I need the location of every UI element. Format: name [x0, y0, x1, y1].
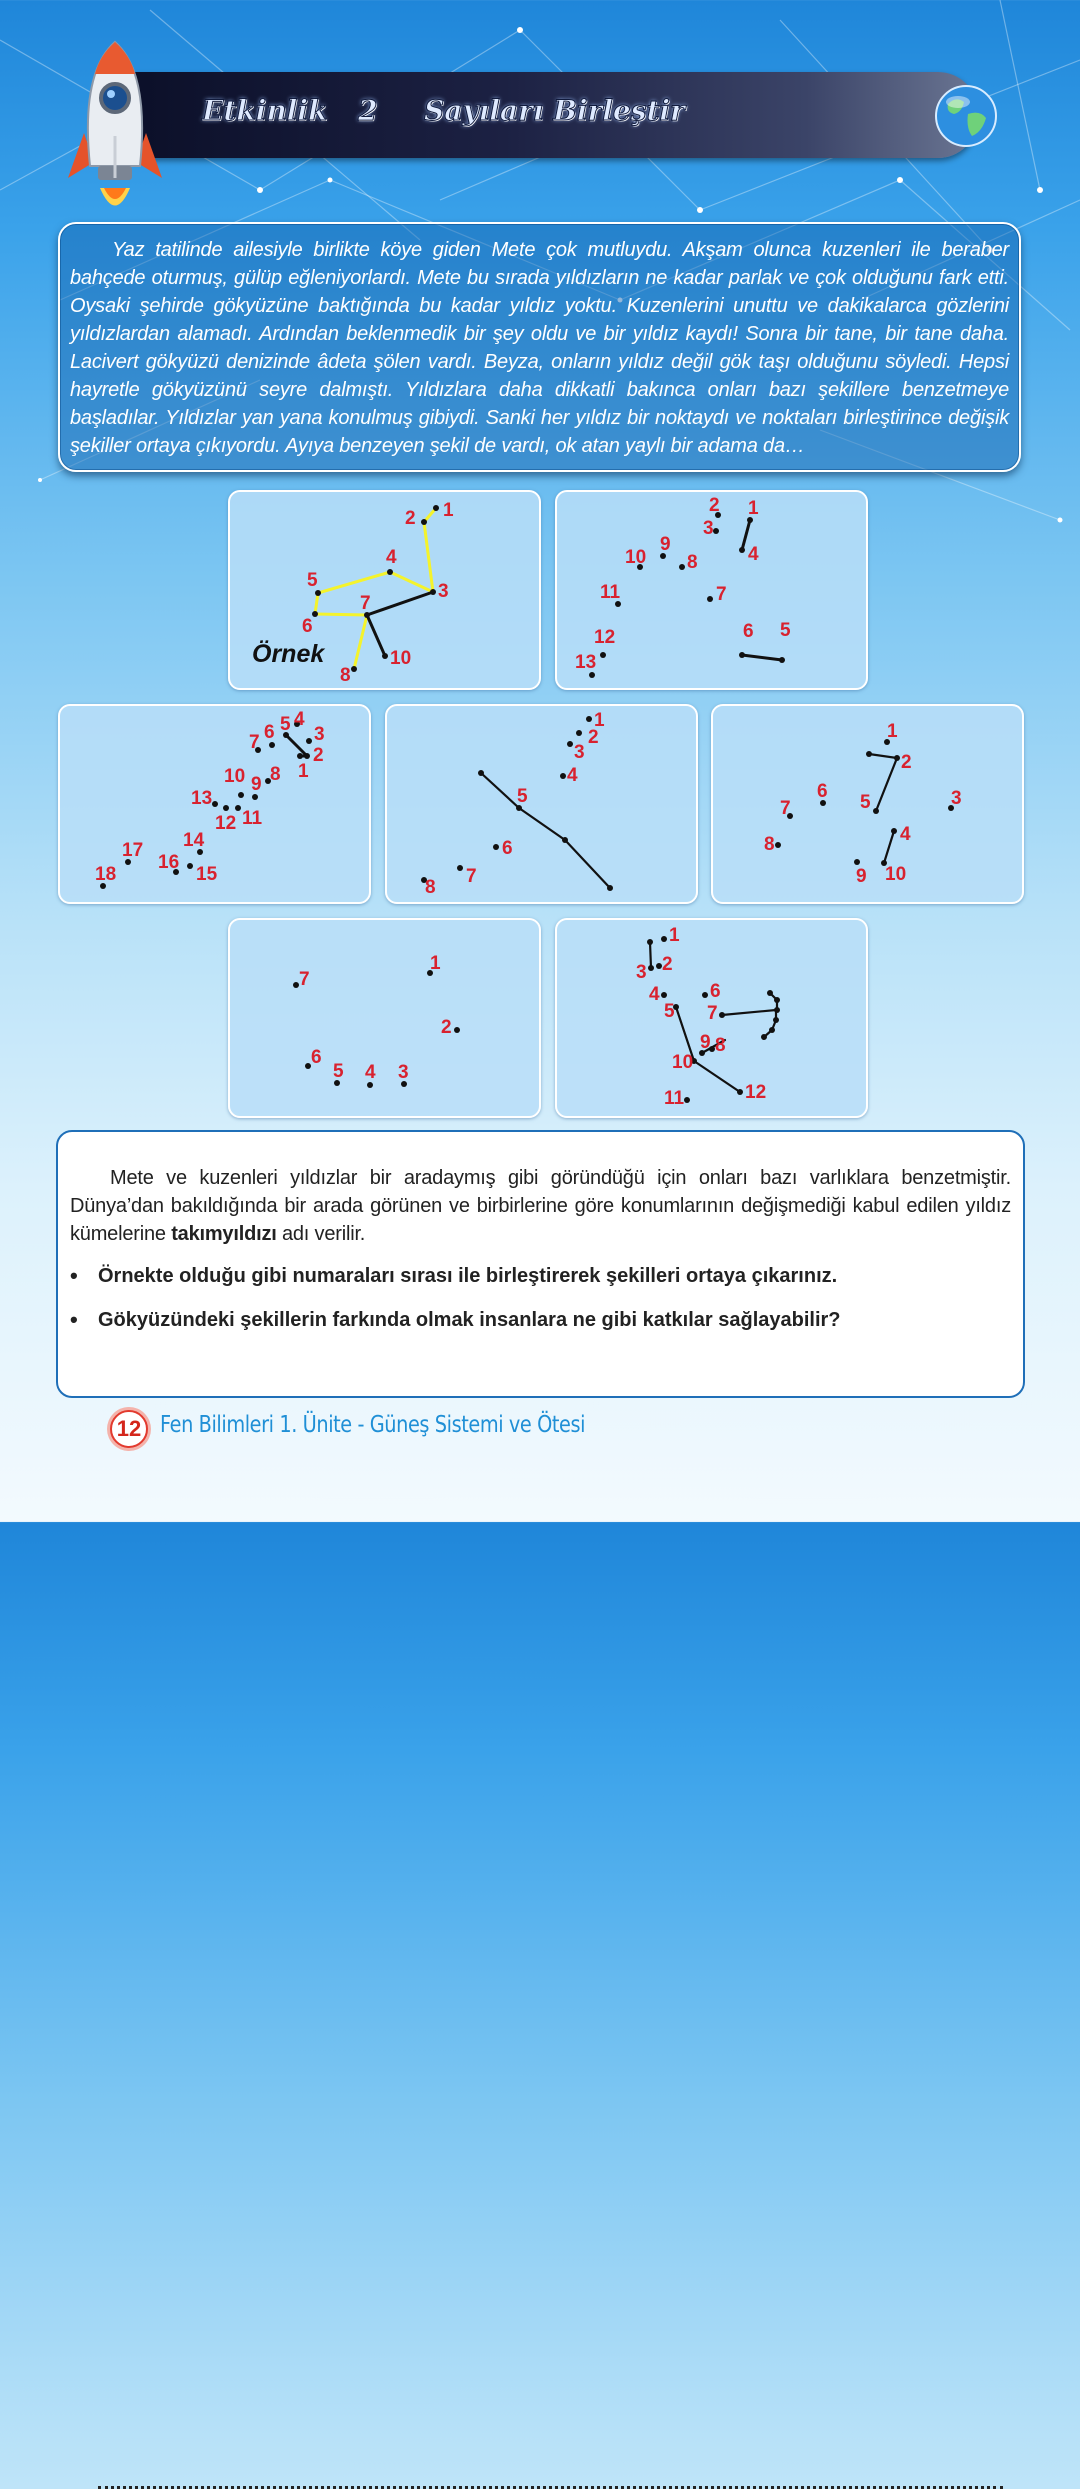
star-number: 8 [715, 1035, 726, 1056]
star-number: 2 [441, 1017, 452, 1038]
panel-7 [555, 918, 868, 1118]
star-number: 2 [313, 745, 324, 766]
question-list [70, 1262, 1011, 1334]
star-dot [454, 1027, 460, 1033]
page-number: 12 [110, 1410, 148, 1448]
star-dot [769, 1027, 775, 1033]
star-number: 7 [780, 798, 791, 819]
star-dot [600, 652, 606, 658]
connector-line [742, 655, 782, 660]
star-number: 6 [502, 838, 513, 859]
star-number: 9 [700, 1032, 711, 1053]
constellation-3 [60, 706, 373, 906]
star-dot [739, 652, 745, 658]
star-number: 7 [249, 732, 260, 753]
star-dot [894, 755, 900, 761]
star-number: 5 [664, 1001, 675, 1022]
constellation-4 [387, 706, 700, 906]
star-dot [430, 589, 436, 595]
star-number: 5 [860, 792, 871, 813]
star-dot [223, 805, 229, 811]
star-dot [586, 716, 592, 722]
example-label: Örnek [252, 640, 325, 668]
star-dot [297, 753, 303, 759]
activity-banner [118, 72, 978, 158]
star-number: 7 [716, 584, 727, 605]
star-number: 3 [574, 742, 585, 763]
star-number: 3 [636, 962, 647, 983]
connector-highlight [315, 593, 318, 614]
connector-highlight [424, 522, 433, 592]
star-number: 8 [270, 764, 281, 785]
star-dot [187, 863, 193, 869]
story-box [58, 222, 1021, 472]
star-number: 11 [242, 808, 263, 829]
star-number: 18 [95, 864, 117, 885]
star-number: 12 [215, 813, 237, 834]
star-number: 4 [748, 544, 759, 565]
star-number: 11 [600, 582, 621, 603]
star-dot [854, 859, 860, 865]
star-dot [382, 653, 388, 659]
connector-line [694, 1061, 740, 1092]
star-dot [421, 519, 427, 525]
star-number: 3 [314, 724, 325, 745]
question-item: • Gökyüzündeki şekillerin farkında olmak insanlara ne gibi katkılar sağlayabilir? [70, 1306, 1011, 1334]
star-number: 15 [196, 864, 218, 885]
question-item: • Örnekte olduğu gibi numaraları sırası ile birleştirerek şekilleri ortaya çıkarınız. [70, 1262, 1011, 1290]
star-dot [647, 939, 653, 945]
star-number: 6 [302, 616, 313, 637]
info-box [56, 1130, 1025, 1398]
star-dot [607, 885, 613, 891]
star-number: 9 [251, 774, 262, 795]
activity-number: 2 [358, 94, 378, 127]
star-number: 7 [360, 593, 371, 614]
star-number: 10 [390, 648, 412, 669]
star-dot [576, 730, 582, 736]
constellation-5 [713, 706, 1026, 906]
star-number: 2 [709, 495, 720, 516]
star-dot [387, 569, 393, 575]
star-dot [719, 1012, 725, 1018]
star-dot [713, 528, 719, 534]
star-number: 2 [588, 727, 599, 748]
panel-4 [385, 704, 698, 904]
panel-6 [228, 918, 541, 1118]
star-number: 7 [299, 969, 310, 990]
info-text-after: adı verilir. [276, 1223, 366, 1245]
star-dot [235, 805, 241, 811]
star-dot [661, 936, 667, 942]
star-number: 16 [158, 852, 180, 873]
star-number: 5 [280, 714, 291, 735]
connector-line [869, 754, 897, 758]
info-paragraph [70, 1164, 1011, 1248]
star-number: 6 [743, 621, 754, 642]
activity-label: Etkinlik [202, 94, 328, 127]
star-number: 4 [649, 984, 660, 1005]
star-dot [866, 751, 872, 757]
star-number: 4 [567, 765, 578, 786]
star-number: 12 [745, 1082, 767, 1103]
star-number: 10 [885, 864, 907, 885]
star-dot [312, 611, 318, 617]
star-number: 5 [333, 1061, 344, 1082]
panel-ornek [228, 490, 541, 690]
star-number: 5 [780, 620, 791, 641]
connector-line [481, 773, 519, 808]
star-dot [648, 965, 654, 971]
connector-line [565, 840, 610, 888]
star-dot [702, 992, 708, 998]
star-dot [306, 738, 312, 744]
star-number: 13 [575, 652, 597, 673]
star-dot [457, 865, 463, 871]
star-number: 14 [183, 830, 205, 851]
connector-line [650, 942, 651, 968]
activity-title: Sayıları Birleştir [424, 94, 685, 127]
info-text-before: Mete ve kuzenleri yıldızlar bir aradaymış gibi göründüğü için onları bazı varlıklara benzetmiştir. Dünya’dan bakıldığında bir arada görünen ve birbirlerine göre konumlarının değişmediği kabul edilen yıldız kümelerine [70, 1167, 1011, 1245]
star-number: 4 [386, 547, 397, 568]
star-number: 1 [298, 761, 309, 782]
star-number: 3 [703, 518, 714, 539]
star-dot [661, 992, 667, 998]
star-dot [238, 792, 244, 798]
constellation-7 [557, 920, 870, 1120]
star-number: 13 [191, 788, 213, 809]
star-dot [761, 1034, 767, 1040]
star-dot [560, 773, 566, 779]
star-number: 2 [901, 752, 912, 773]
panel-3 [58, 704, 371, 904]
star-dot [304, 753, 310, 759]
star-dot [737, 1089, 743, 1095]
connector-line [876, 758, 897, 811]
connector-line [367, 615, 385, 656]
connector-line [884, 831, 894, 863]
panel-2 [555, 490, 868, 690]
star-number: 8 [340, 665, 351, 686]
star-number: 10 [625, 547, 647, 568]
star-number: 9 [660, 534, 671, 555]
star-number: 17 [122, 840, 144, 861]
connector-line [367, 592, 433, 615]
star-dot [774, 1007, 780, 1013]
star-number: 4 [294, 709, 305, 730]
star-dot [567, 741, 573, 747]
star-number: 7 [466, 866, 477, 887]
star-number: 1 [443, 500, 454, 521]
connector-highlight [315, 614, 367, 615]
star-number: 5 [517, 786, 528, 807]
star-number: 12 [594, 627, 616, 648]
star-dot [493, 844, 499, 850]
star-number: 8 [687, 552, 698, 573]
star-dot [562, 837, 568, 843]
star-dot [433, 505, 439, 511]
star-number: 3 [438, 581, 449, 602]
constellation-6 [230, 920, 543, 1120]
star-number: 8 [425, 877, 436, 898]
star-dot [739, 547, 745, 553]
star-number: 4 [900, 824, 911, 845]
footer-title: Fen Bilimleri 1. Ünite - Güneş Sistemi ve Ötesi [160, 1412, 586, 1438]
star-number: 10 [224, 766, 246, 787]
connector-line [286, 735, 307, 756]
globe-icon [934, 84, 998, 148]
star-dot [779, 657, 785, 663]
star-dot [684, 1097, 690, 1103]
star-dot [478, 770, 484, 776]
star-number: 4 [365, 1062, 376, 1083]
star-dot [707, 596, 713, 602]
connector-highlight [354, 615, 367, 669]
star-number: 6 [264, 722, 275, 743]
star-number: 9 [856, 866, 867, 887]
star-number: 1 [594, 710, 605, 731]
star-dot [774, 997, 780, 1003]
star-dot [351, 666, 357, 672]
star-dot [773, 1017, 779, 1023]
star-number: 1 [748, 498, 759, 519]
info-term: takımyıldızı [171, 1223, 277, 1245]
star-dot [212, 801, 218, 807]
star-number: 5 [307, 570, 318, 591]
star-number: 3 [398, 1062, 409, 1083]
star-dot [679, 564, 685, 570]
star-dot [775, 842, 781, 848]
connector-line [519, 808, 565, 840]
star-dot [873, 808, 879, 814]
star-dot [767, 990, 773, 996]
star-number: 1 [430, 953, 441, 974]
star-number: 6 [817, 781, 828, 802]
star-number: 7 [707, 1003, 718, 1024]
star-number: 2 [662, 954, 673, 975]
connector-highlight [390, 572, 433, 592]
star-number: 8 [764, 834, 775, 855]
constellation-2 [557, 492, 870, 692]
rocket-icon [62, 38, 168, 218]
star-number: 1 [887, 721, 898, 742]
connector-highlight [318, 572, 390, 593]
connector-line [722, 1010, 776, 1015]
star-number: 6 [311, 1047, 322, 1068]
star-number: 6 [710, 981, 721, 1002]
panel-5 [711, 704, 1024, 904]
star-number: 10 [672, 1052, 694, 1073]
star-number: 2 [405, 508, 416, 529]
story-text: Yaz tatilinde ailesiyle birlikte köye giden Mete çok mutluydu. Akşam olunca kuzenleri ile beraber bahçede oturmuş, gülüp eğleniyorlardı. Mete bu sırada yıldızların ne kadar parlak ve çok olduğunu fark etti. Oysaki şehirde gökyüzüne baktığında bu kadar yıldız yoktu. Kuzenlerini unuttu ve dakikalarca gözlerini yıldızlardan alamadı. Ardından beklenmedik bir şey oldu ve bir yıldız kaydı! Sonra bir tane, bir tane daha. Lacivert gökyüzü denizinde âdeta şölen vardı. Beyza, onların yıldız değil gök taşı olduğunu söyledi. Hepsi hayretle gökyüzünü seyre dalmıştı. Yıldızlara daha dikkatli bakınca onları bazı şekillere benzetmeye başladılar. Yıldızlar yan yana konulmuş gibiydi. Sanki her yıldız bir noktaydı ve noktaları birleştirince değişik şekiller ortaya çıkıyordu. Ayıya benzeyen şekil de vardı, ok atan yaylı bir adama da… [70, 239, 1009, 457]
star-number: 1 [669, 925, 680, 946]
star-dot [891, 828, 897, 834]
star-number: 11 [664, 1088, 685, 1109]
star-number: 3 [951, 788, 962, 809]
